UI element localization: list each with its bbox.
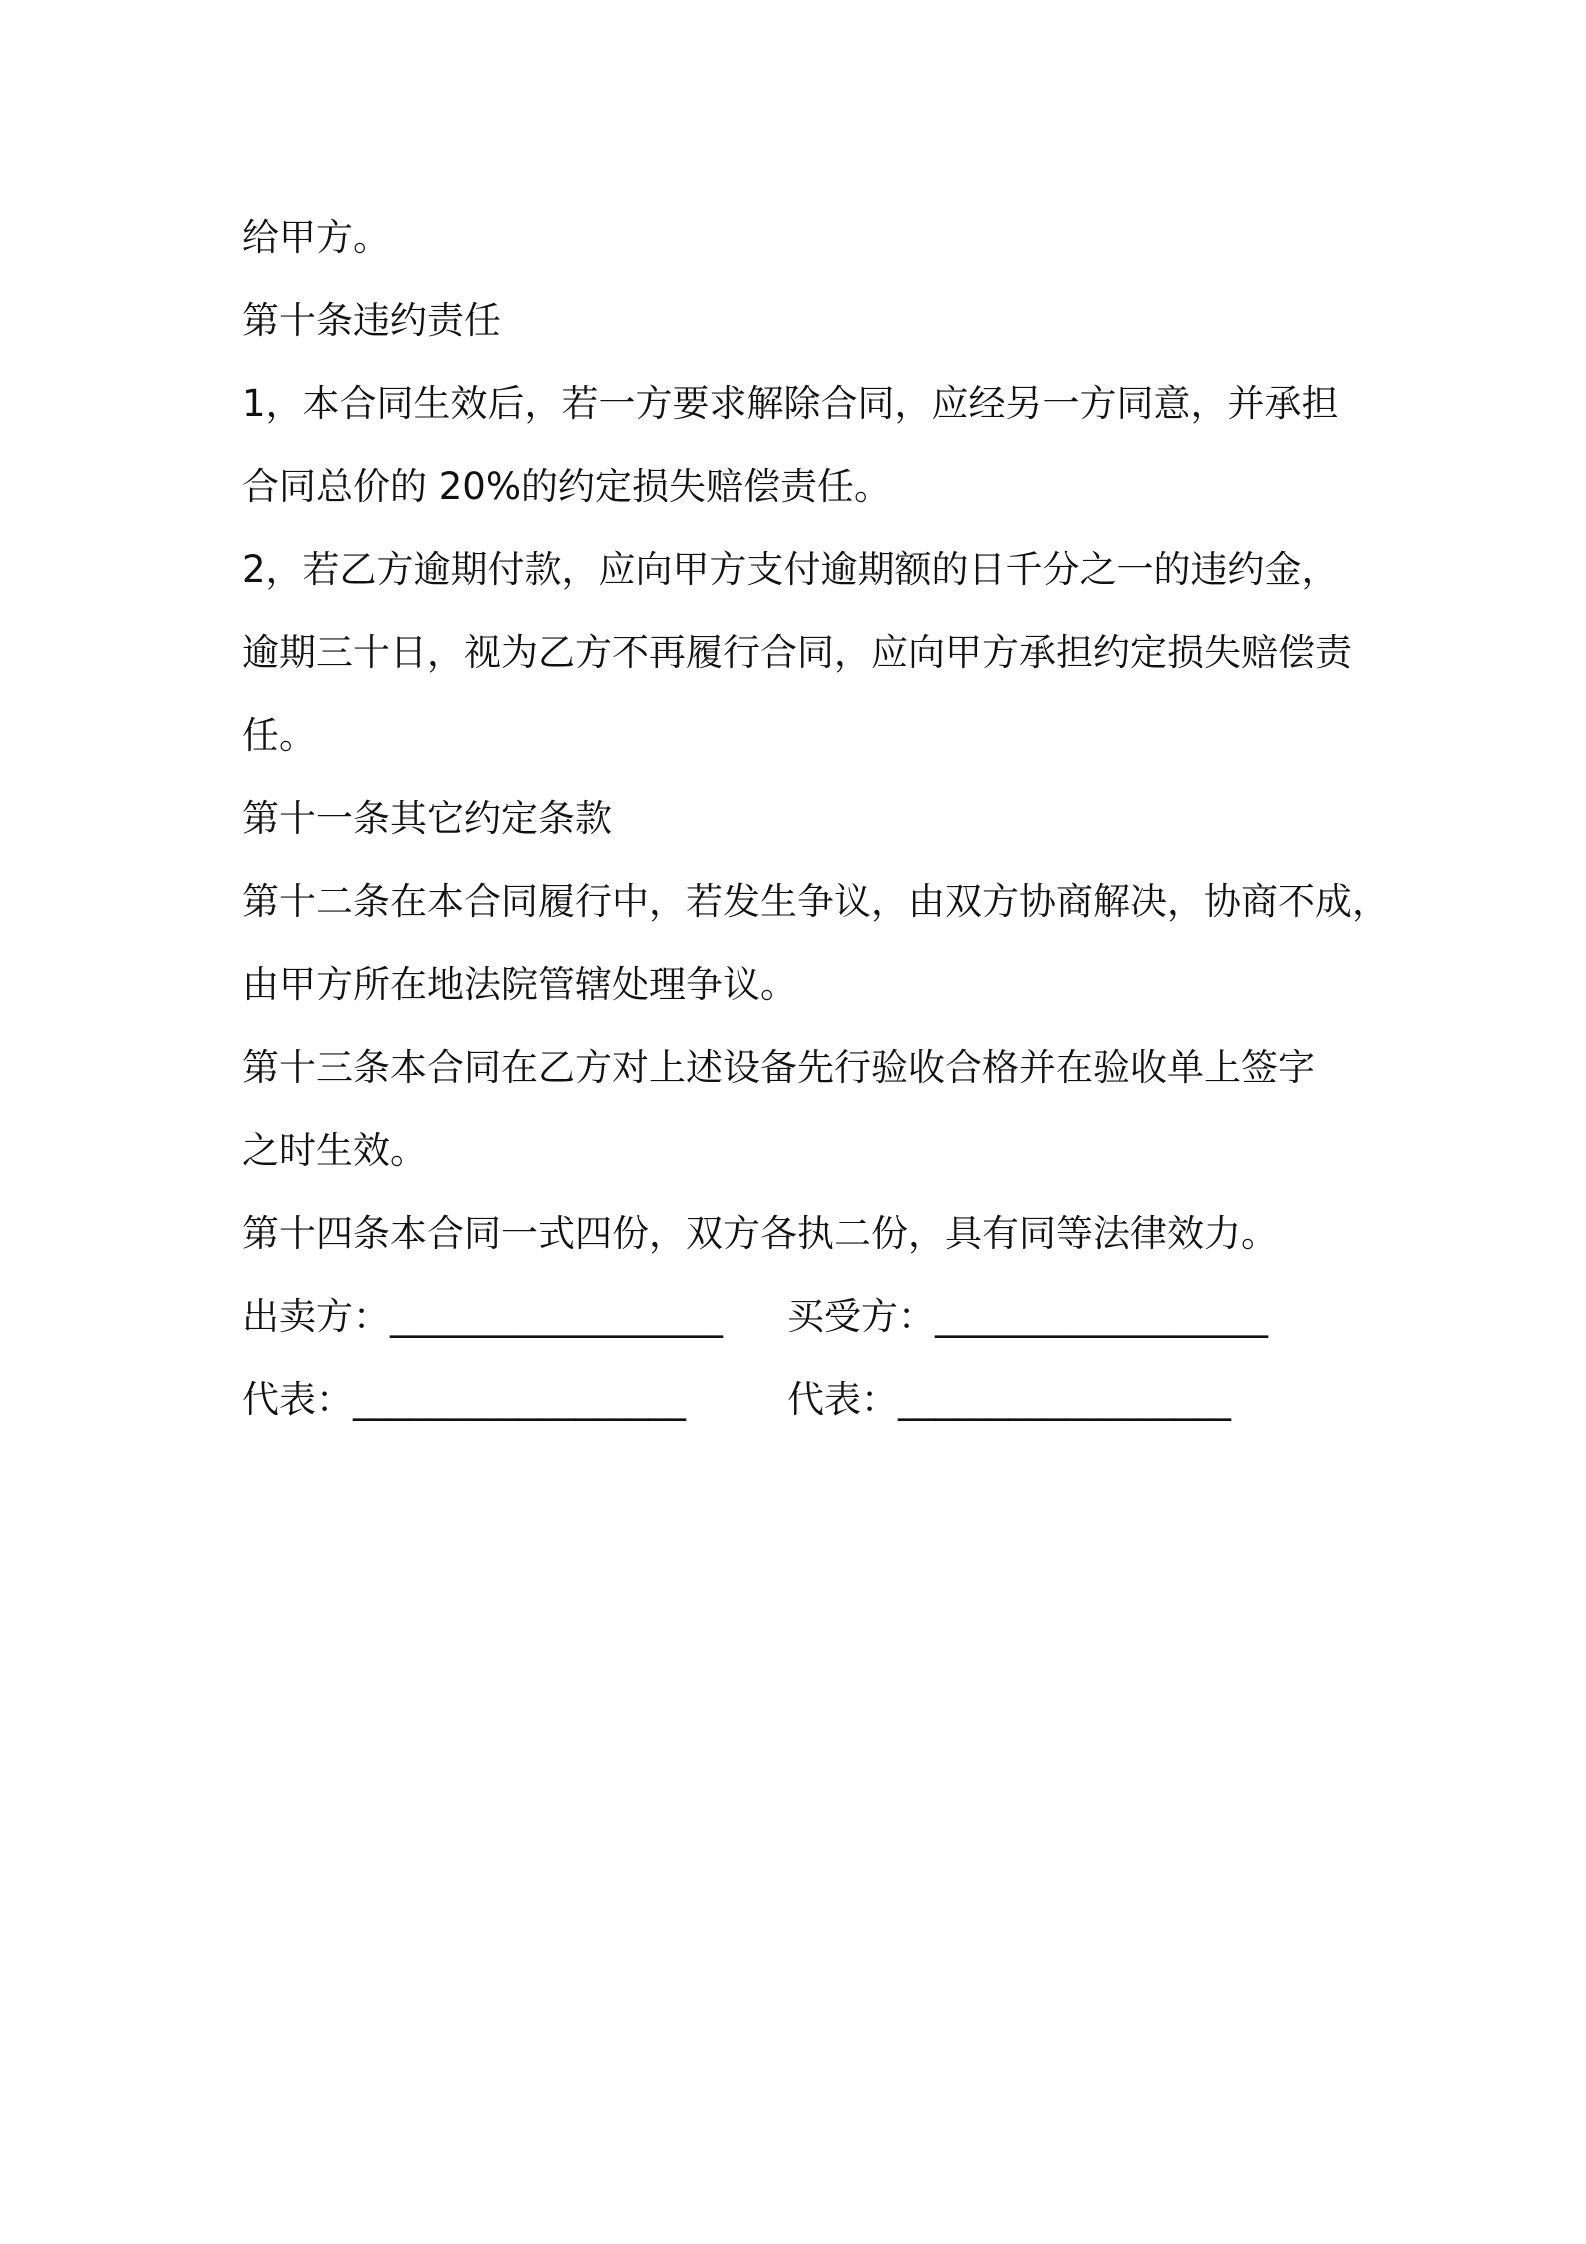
text-line: 1，本合同生效后，若一方要求解除合同，应经另一方同意，并承担 xyxy=(242,382,1339,425)
text-line: 由甲方所在地法院管辖处理争议。 xyxy=(242,963,797,1006)
text-line: 合同总价的 20%的约定损失赔偿责任。 xyxy=(242,465,891,508)
text-line: 之时生效。 xyxy=(242,1129,427,1172)
buyer-representative-line: 代表：__________________ xyxy=(787,1378,1231,1421)
signature-row-representatives xyxy=(242,1358,1362,1441)
text-line: 给甲方。 xyxy=(242,216,390,259)
text-line: 第十三条本合同在乙方对上述设备先行验收合格并在验收单上签字 xyxy=(242,1046,1315,1089)
text-line: 2，若乙方逾期付款，应向甲方支付逾期额的日千分之一的违约金， xyxy=(242,548,1339,591)
seller-signature-line: 出卖方：__________________ xyxy=(242,1295,723,1338)
seller-representative-line: 代表：__________________ xyxy=(242,1378,686,1421)
text-line: 任。 xyxy=(242,714,316,757)
buyer-signature-line: 买受方：__________________ xyxy=(787,1295,1268,1338)
document-content xyxy=(242,196,1389,1441)
signature-row-parties xyxy=(242,1275,1362,1358)
article-heading: 第十一条其它约定条款 xyxy=(242,797,612,840)
article-heading: 第十条违约责任 xyxy=(242,299,501,342)
text-line: 第十二条在本合同履行中，若发生争议，由双方协商解决，协商不成， xyxy=(242,880,1389,923)
text-line: 逾期三十日，视为乙方不再履行合同，应向甲方承担约定损失赔偿责 xyxy=(242,631,1352,674)
text-line: 第十四条本合同一式四份，双方各执二份，具有同等法律效力。 xyxy=(242,1212,1278,1255)
